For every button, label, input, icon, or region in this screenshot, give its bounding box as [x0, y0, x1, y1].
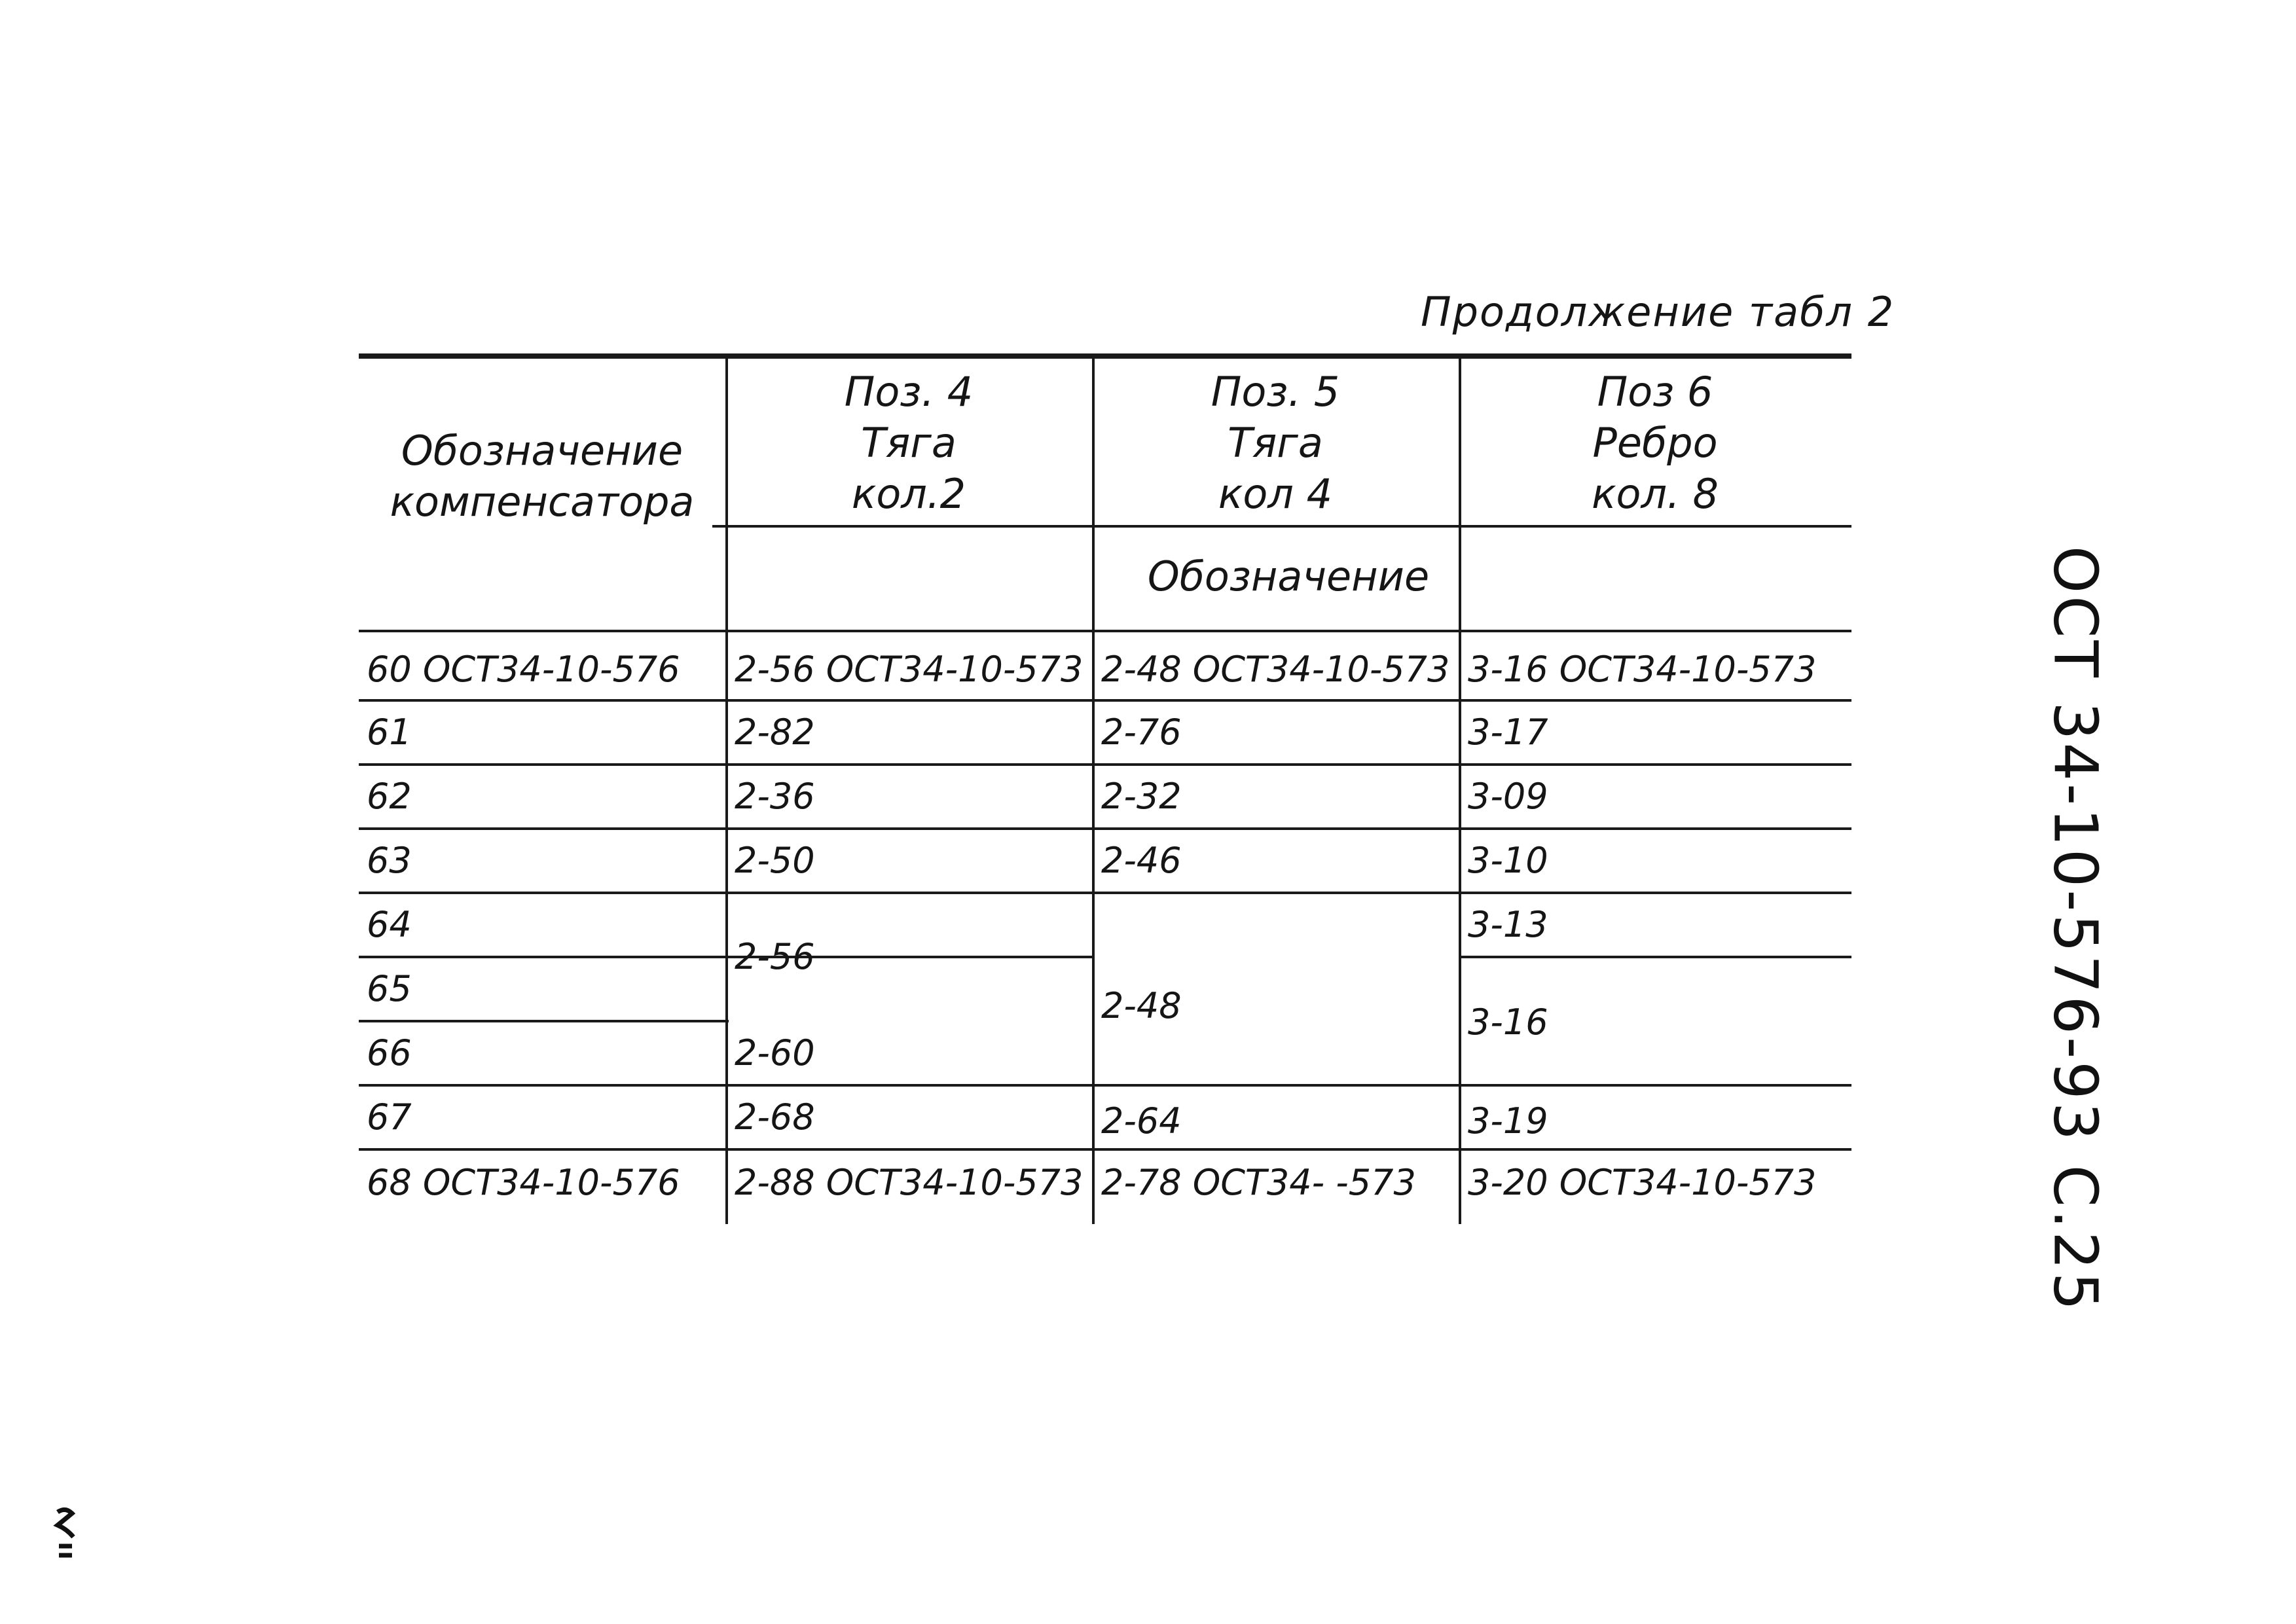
- pos5-designation: 2-48: [1101, 985, 1182, 1026]
- pos4-designation: 2-56: [735, 936, 815, 977]
- pos4-designation: 2-50: [735, 840, 815, 881]
- compensator-designation: 61: [367, 712, 412, 753]
- pos5-designation: 2-78 ОСТ34- -573: [1101, 1162, 1416, 1203]
- table-continuation-caption: Продолжение табл 2: [1421, 288, 1895, 336]
- header-pos6-qty: кол. 8: [1592, 470, 1719, 518]
- header-pos6-number: Поз 6: [1597, 368, 1713, 416]
- row-rule: [359, 892, 1851, 894]
- compensator-designation: 62: [367, 776, 412, 817]
- compensator-designation: 64: [367, 904, 412, 945]
- header-pos4-number: Поз. 4: [844, 368, 974, 416]
- compensator-designation: 68 ОСТ34-10-576: [367, 1162, 680, 1203]
- pos4-designation: 2-68: [735, 1096, 815, 1138]
- pos6-designation: 3-16: [1468, 1001, 1548, 1043]
- scan-artifact-mark: [52, 1506, 79, 1564]
- pos6-designation: 3-10: [1468, 840, 1548, 881]
- table-top-rule: [359, 353, 1851, 359]
- row-rule: [359, 1148, 1851, 1151]
- row-rule: [359, 1020, 729, 1022]
- header-pos5-number: Поз. 5: [1211, 368, 1340, 416]
- header-split-rule: [712, 525, 1851, 528]
- pos5-designation: 2-46: [1101, 840, 1182, 881]
- pos5-designation: 2-48 ОСТ34-10-573: [1101, 649, 1450, 690]
- header-designation-line1: Обозначение: [401, 427, 683, 475]
- compensator-designation: 63: [367, 840, 412, 881]
- compensator-designation: 60 ОСТ34-10-576: [367, 649, 680, 690]
- row-rule: [1092, 1084, 1851, 1087]
- pos5-designation: 2-76: [1101, 712, 1182, 753]
- pos4-designation: 2-60: [735, 1032, 815, 1074]
- header-pos4-qty: кол.2: [851, 470, 966, 518]
- pos4-designation: 2-36: [735, 776, 815, 817]
- pos6-designation: 3-19: [1468, 1100, 1548, 1142]
- pos6-designation: 3-16 ОСТ34-10-573: [1468, 649, 1817, 690]
- compensator-designation: 67: [367, 1096, 412, 1138]
- pos6-designation: 3-20 ОСТ34-10-573: [1468, 1162, 1817, 1203]
- header-pos5-qty: кол 4: [1218, 470, 1333, 518]
- header-pos4-name: Тяга: [861, 419, 957, 467]
- pos6-designation: 3-13: [1468, 904, 1548, 945]
- pos5-designation: 2-32: [1101, 776, 1182, 817]
- document-code-vertical: ОСТ 34-10-576-93 С.25: [2040, 545, 2111, 1314]
- pos5-designation: 2-64: [1101, 1100, 1182, 1142]
- header-pos6-name: Ребро: [1592, 419, 1718, 467]
- specification-table: [359, 353, 1865, 1224]
- pos6-designation: 3-17: [1468, 712, 1548, 753]
- row-rule: [359, 763, 1851, 766]
- row-rule: [1459, 956, 1851, 958]
- header-pos5-name: Тяга: [1228, 419, 1323, 467]
- compensator-designation: 65: [367, 968, 412, 1009]
- header-designation-line2: компенсатора: [390, 478, 695, 526]
- row-rule: [359, 827, 1851, 830]
- compensator-designation: 66: [367, 1032, 412, 1074]
- pos4-designation: 2-56 ОСТ34-10-573: [735, 649, 1084, 690]
- pos6-designation: 3-09: [1468, 776, 1548, 817]
- pos4-designation: 2-82: [735, 712, 815, 753]
- pos4-designation: 2-88 ОСТ34-10-573: [735, 1162, 1084, 1203]
- header-bottom-rule: [359, 630, 1851, 632]
- header-designation-subheader: Обозначение: [1147, 552, 1430, 600]
- row-rule: [359, 699, 1851, 702]
